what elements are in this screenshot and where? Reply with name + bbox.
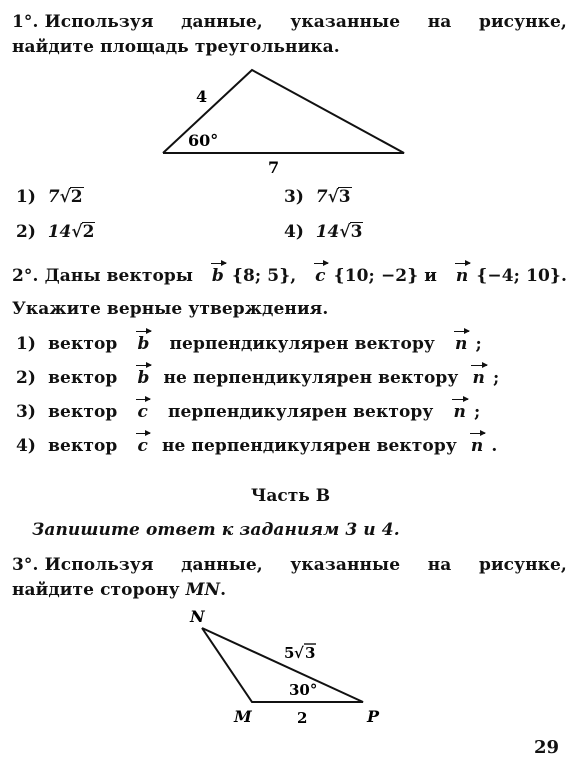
q1-word: данные, bbox=[181, 12, 263, 32]
q1-number: 1°. bbox=[12, 12, 39, 32]
q1-side-bottom-label: 7 bbox=[268, 158, 280, 177]
q1-option-number: 4) bbox=[284, 222, 304, 242]
q1-option-3 bbox=[284, 187, 352, 207]
statement-number: 1) bbox=[16, 334, 37, 354]
statement-vector-1: b bbox=[137, 368, 150, 388]
q1-side-left-label: 4 bbox=[196, 87, 208, 106]
q3-number: 3°. bbox=[12, 555, 39, 575]
statement-end: ; bbox=[475, 334, 482, 354]
statement-word: вектор bbox=[48, 334, 118, 354]
statement-number: 2) bbox=[16, 368, 37, 388]
q1-word: на bbox=[427, 12, 452, 32]
statement-word: вектор bbox=[48, 368, 118, 388]
vertex-m-label: M bbox=[234, 707, 252, 726]
radical-sign: √ bbox=[294, 644, 304, 662]
q3-word: данные, bbox=[181, 555, 263, 575]
statement-word: вектор bbox=[48, 402, 118, 422]
statement-relation: не перпендикулярен вектору bbox=[161, 436, 457, 456]
part-b-instruction: Запишите ответ к заданиям 3 и 4. bbox=[32, 520, 400, 540]
q2-number: 2°. bbox=[12, 266, 39, 286]
statement-end: . bbox=[491, 436, 498, 456]
statement-vector-1: b bbox=[137, 334, 150, 354]
statement-number: 3) bbox=[16, 402, 37, 422]
part-b-title: Часть В bbox=[250, 486, 331, 506]
q1-option-number: 2) bbox=[16, 222, 36, 242]
q1-option-number: 3) bbox=[284, 187, 304, 207]
statement-vector-2: n bbox=[472, 368, 485, 388]
q3-line2 bbox=[12, 580, 226, 600]
statement-word: вектор bbox=[48, 436, 118, 456]
q1-line2: найдите площадь треугольника. bbox=[12, 37, 340, 57]
q2-intro: Даны векторы bbox=[44, 266, 194, 286]
side-mp-label: 2 bbox=[297, 709, 308, 727]
q3-line2-text: найдите сторону bbox=[12, 580, 180, 600]
radical-sign: √ bbox=[71, 222, 83, 242]
q1-option-4 bbox=[284, 222, 363, 242]
statement-number: 4) bbox=[16, 436, 37, 456]
side-np-coef: 5 bbox=[284, 644, 295, 662]
q3-word: на bbox=[427, 555, 452, 575]
q3-triangle bbox=[202, 628, 363, 702]
angle-p-label: 30° bbox=[289, 681, 318, 699]
q2-line1 bbox=[12, 266, 567, 286]
q1-word: рисунке, bbox=[478, 12, 567, 32]
statement-relation: перпендикулярен вектору bbox=[167, 402, 434, 422]
q1-word: Используя bbox=[44, 12, 154, 32]
q3-word: Используя bbox=[44, 555, 154, 575]
q3-line2-end: . bbox=[220, 580, 227, 600]
q1-option-radicand: 2 bbox=[82, 222, 95, 242]
q2-statement-3 bbox=[16, 402, 480, 422]
radical-sign: √ bbox=[59, 187, 71, 207]
vector-n: n bbox=[455, 266, 469, 286]
statement-end: ; bbox=[473, 402, 481, 422]
radical-sign: √ bbox=[339, 222, 351, 242]
q1-option-coef: 14 bbox=[315, 222, 340, 242]
q2-statement-4 bbox=[16, 436, 497, 456]
vector-b-coords: {8; 5}, bbox=[231, 266, 297, 286]
q3-line1 bbox=[12, 555, 567, 575]
q2-line2: Укажите верные утверждения. bbox=[12, 299, 329, 319]
statement-vector-1: c bbox=[137, 402, 148, 422]
vector-c: c bbox=[315, 266, 326, 286]
q1-angle-label: 60° bbox=[188, 131, 219, 150]
vector-c-coords: {10; −2} bbox=[333, 266, 419, 286]
page-number: 29 bbox=[534, 737, 560, 758]
statement-vector-2: n bbox=[454, 334, 468, 354]
q1-option-2 bbox=[16, 222, 95, 242]
q1-option-coef: 7 bbox=[315, 187, 328, 207]
q1-option-1 bbox=[16, 187, 84, 207]
q2-statement-1 bbox=[16, 334, 482, 354]
q2-statement-2 bbox=[16, 368, 499, 388]
vector-n-coords: {−4; 10}. bbox=[476, 266, 567, 286]
q1-option-radicand: 2 bbox=[70, 187, 83, 207]
vertex-n-label: N bbox=[190, 607, 205, 626]
q3-triangle-figure bbox=[0, 600, 581, 730]
vertex-p-label: P bbox=[367, 707, 380, 726]
q3-segment-name: MN bbox=[185, 580, 221, 600]
statement-relation: перпендикулярен вектору bbox=[169, 334, 435, 354]
statement-relation: не перпендикулярен вектору bbox=[163, 368, 459, 388]
q1-option-coef: 14 bbox=[47, 222, 72, 242]
statement-end: ; bbox=[492, 368, 500, 388]
q3-word: указанные bbox=[290, 555, 401, 575]
q3-word: рисунке, bbox=[478, 555, 567, 575]
q1-word: указанные bbox=[290, 12, 401, 32]
statement-vector-1: c bbox=[137, 436, 148, 456]
conjunction: и bbox=[424, 266, 437, 286]
q1-option-coef: 7 bbox=[47, 187, 60, 207]
q1-option-radicand: 3 bbox=[350, 222, 363, 242]
q1-triangle-figure bbox=[0, 0, 581, 200]
statement-vector-2: n bbox=[470, 436, 484, 456]
vector-b: b bbox=[211, 266, 224, 286]
side-np-label bbox=[284, 644, 316, 662]
side-np-radicand: 3 bbox=[305, 644, 316, 662]
statement-vector-2: n bbox=[453, 402, 466, 422]
q1-option-number: 1) bbox=[16, 187, 36, 207]
q1-option-radicand: 3 bbox=[338, 187, 351, 207]
radical-sign: √ bbox=[327, 187, 339, 207]
